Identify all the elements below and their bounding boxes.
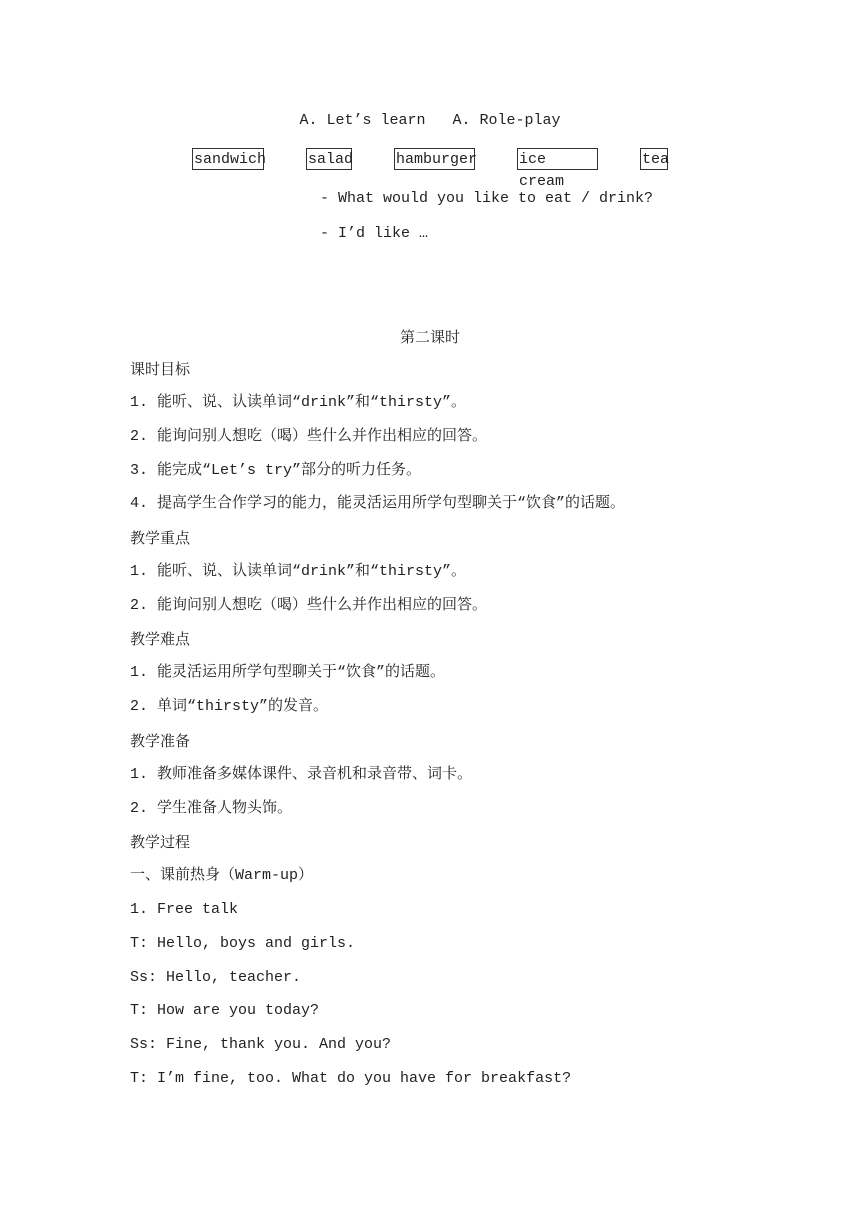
dialog-teacher-1: T: Hello, boys and girls.	[130, 935, 356, 952]
dialog-teacher-2: T: How are you today?	[130, 1002, 320, 1019]
preparation-2: 2. 学生准备人物头饰。	[130, 800, 293, 817]
board-headline: A. Let’s learn A. Role-play	[299, 112, 561, 129]
word-card-sandwich: sandwich	[192, 148, 264, 170]
heading-key-points: 教学重点	[130, 529, 191, 547]
goal-item-1: 1. 能听、说、认读单词“drink”和“thirsty”。	[130, 394, 467, 411]
difficulty-1: 1. 能灵活运用所学句型聊关于“饮食”的话题。	[130, 664, 446, 681]
goal-item-2: 2. 能询问别人想吃（喝）些什么并作出相应的回答。	[130, 428, 488, 445]
heading-lesson-goals: 课时目标	[130, 360, 191, 378]
dialog-line-answer: - I’d like …	[320, 225, 429, 242]
preparation-1: 1. 教师准备多媒体课件、录音机和录音带、词卡。	[130, 766, 473, 783]
heading-difficulties: 教学难点	[130, 630, 191, 648]
heading-preparation: 教学准备	[130, 732, 191, 750]
word-card-ice-cream: ice cream	[517, 148, 598, 170]
dialog-students-2: Ss: Fine, thank you. And you?	[130, 1036, 392, 1053]
goal-item-3: 3. 能完成“Let’s try”部分的听力任务。	[130, 462, 422, 479]
word-card-hamburger: hamburger	[394, 148, 475, 170]
goal-item-4: 4. 提高学生合作学习的能力，能灵活运用所学句型聊关于“饮食”的话题。	[130, 495, 626, 512]
word-card-salad: salad	[306, 148, 352, 170]
step-free-talk: 1. Free talk	[130, 901, 239, 918]
word-card-row	[0, 148, 860, 190]
lesson-title: 第二课时	[399, 328, 460, 346]
key-point-2: 2. 能询问别人想吃（喝）些什么并作出相应的回答。	[130, 597, 488, 614]
key-point-1: 1. 能听、说、认读单词“drink”和“thirsty”。	[130, 563, 467, 580]
heading-procedure: 教学过程	[130, 833, 191, 851]
dialog-teacher-3: T: I’m fine, too. What do you have for breakfast?	[130, 1070, 572, 1087]
difficulty-2: 2. 单词“thirsty”的发音。	[130, 698, 329, 715]
section-warm-up: 一、课前热身（Warm-up）	[130, 867, 314, 884]
dialog-line-question: - What would you like to eat / drink?	[320, 190, 654, 207]
dialog-students-1: Ss: Hello, teacher.	[130, 969, 302, 986]
word-card-tea: tea	[640, 148, 668, 170]
